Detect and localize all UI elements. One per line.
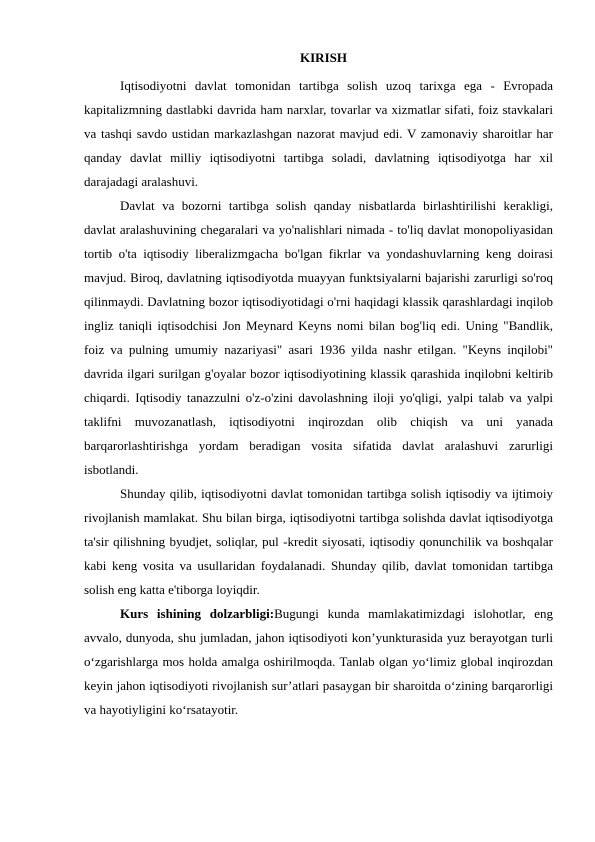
page-title: KIRISH: [300, 50, 347, 65]
relevance-heading: Kurs ishining dolzarbligi:: [120, 606, 275, 621]
paragraph-regulation: Shunday qilib, iqtisodiyotni davlat tomonidan tartibga solish iqtisodiy va ijtimoiy rivojlanish mamlakat. Shu bilan birga, iqtisodiyotni tartibga solishda davlat iqtisodiyotga ta'sir qilishning byudjet, soliqlar, pul -kredit siyosati, iqtisodiy qonunchilik va boshqalar kabi keng vosita va usullaridan foydalanadi. Shunday qilib, davlat tomonidan tartibga solish eng katta e'tiborga loyiqdir.: [84, 486, 553, 597]
paragraph-relevance: [84, 602, 553, 722]
paragraph-intro: Iqtisodiyotni davlat tomonidan tartibga solish uzoq tarixga ega - Evropada kapitalizmning dastlabki davrida ham narxlar, tovarlar va xizmatlar sifati, foiz stavkalari va tashqi savdo ustidan markazlashgan nazorat mavjud edi. V zamonaviy sharoitlar har qanday davlat milliy iqtisodiyotni tartibga soladi, davlatning iqtisodiyotga har xil darajadagi aralashuvi.: [84, 78, 553, 189]
relevance-text: Bugungi kunda mamlakatimizdagi islohotlar, eng avvalo, dunyoda, shu jumladan, jahon iqtisodiyoti kon’yunkturasida yuz berayotgan turli o‘zgarishlarga mos holda amalga oshirilmoqda. Tanlab olgan yo‘limiz global inqirozdan keyin jahon iqtisodiyoti rivojlanish sur’atlari pasaygan bir sharoitda o‘zining barqarorligi va hayotiyligini ko‘rsatayotir.: [84, 606, 553, 717]
paragraph-state-market: Davlat va bozorni tartibga solish qanday nisbatlarda birlashtirilishi kerakligi, davlat aralashuvining chegaralari va yo'nalishlari nimada - to'liq davlat monopoliyasidan tortib o'ta iqtisodiy liberalizmgacha bo'lgan fikrlar va yondashuvlarning keng doirasi mavjud. Biroq, davlatning iqtisodiyotda muayyan funktsiyalarni bajarishi zarurligi so'roq qilinmaydi. Davlatning bozor iqtisodiyotidagi o'rni haqidagi klassik qarashlardagi inqilob ingliz taniqli iqtisodchisi Jon Meynard Keyns nomi bilan bog'liq edi. Uning "Bandlik, foiz va pulning umumiy nazariyasi" asari 1936 yilda nashr etilgan. "Keyns inqilobi" davrida ilgari surilgan g'oyalar bozor iqtisodiyotining klassik qarashida inqilobni keltirib chiqardi. Iqtisodiy tanazzulni o'z-o'zini davolashning iloji yo'qligi, yalpi talab va yalpi taklifni muvozanatlash, iqtisodiyotni inqirozdan olib chiqish va uni yanada barqarorlashtirishga yordam beradigan vosita sifatida davlat aralashuvi zarurligi isbotlandi.: [84, 198, 553, 477]
